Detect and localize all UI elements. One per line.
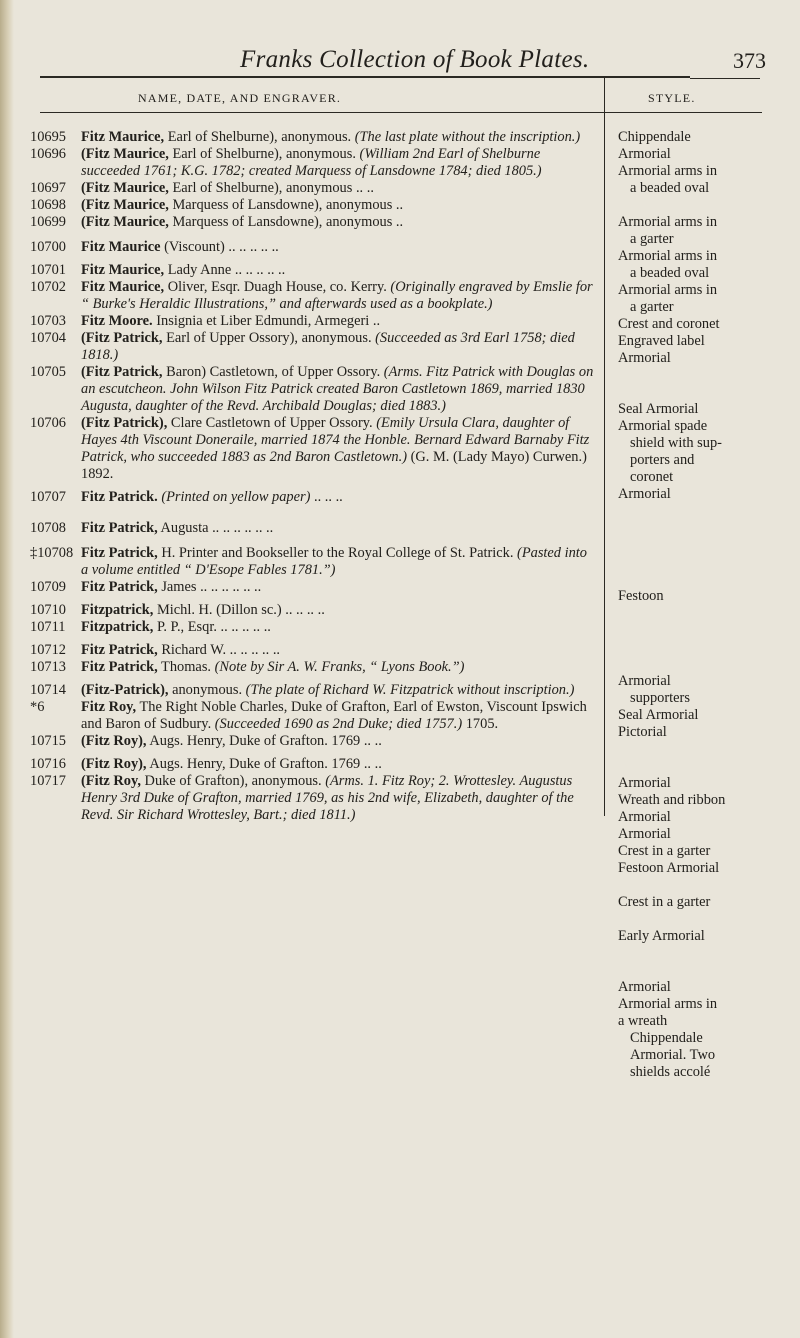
entry-number: 10710 [30,602,66,618]
entry-text: Lady Anne .. .. .. .. .. [164,262,286,278]
style-line: Wreath and ribbon [618,792,726,808]
style-line: Armorial [618,809,671,825]
style-line: a wreath [618,1013,668,1029]
style-line: Armorial [618,826,671,842]
entry-number: 10717 [30,773,66,789]
style-line: Crest in a garter [618,843,711,859]
catalogue-entry [0,619,604,636]
entry-text: Marquess of Lansdowne), anonymous .. [168,214,404,230]
style-line: Armorial arms in [618,282,718,298]
style-line [618,605,798,622]
entry-number: 10708 [30,520,66,536]
entry-text: James .. .. .. .. .. .. [157,579,262,595]
catalogue-entry [0,699,604,733]
entry-number: 10709 [30,579,66,595]
style-line [618,656,798,673]
entry-text: Insignia et Liber Edmundi, Armegeri .. [152,313,381,329]
style-line: a garter [630,299,674,315]
entry-text: Clare Castletown of Upper Ossory. [167,415,373,431]
entry-name: (Fitz Patrick), [81,415,168,431]
entry-name: Fitz Patrick. [81,489,158,505]
entry-note: (Originally engraved by Emslie for “ Burke's Heraldic Illustrations,” and afterwards used as a bookplate.) [81,279,593,312]
catalogue-entry [0,489,604,506]
catalogue-entry [0,756,604,773]
entry-text: Augusta .. .. .. .. .. .. [157,520,274,536]
entry-number: 10704 [30,330,66,346]
catalogue-entry [0,773,604,824]
entry-note: (Printed on yellow paper) [157,489,311,505]
entry-note: (Arms. 1. Fitz Roy; 2. Wrottesley. Augustus Henry 3rd Duke of Grafton, married 1769, as his 2nd wife, Elizabeth, daughter of the Revd. Sir Richard Wrottesley, Bart.; died 1811.) [81,773,574,823]
style-line: Chippendale [618,129,691,145]
top-rule-right [690,78,760,79]
style-line [618,554,798,571]
entry-text: Earl of Upper Ossory), anonymous. [162,330,372,346]
entry-name: Fitz Maurice, [81,129,165,145]
entry-name: (Fitz Maurice, [81,197,169,213]
style-line: Armorial. Two [630,1047,716,1063]
catalogue-entry [0,313,604,330]
entry-name: Fitz Patrick, [81,642,158,658]
style-line: Armorial spade [618,418,708,434]
style-line [618,367,798,384]
style-line: Festoon [618,588,664,604]
entry-name: Fitz Patrick, [81,520,158,536]
style-line: Seal Armorial [618,707,699,723]
entry-tail: (G. M. (Lady Mayo) Curwen.) 1892. [81,449,587,482]
style-line [618,877,798,894]
catalogue-entry [0,602,604,619]
top-rule [40,76,690,78]
catalogue-entry [0,659,604,676]
entry-number: 10715 [30,733,66,749]
style-line [618,639,798,656]
style-line: Armorial [618,350,671,366]
entry-number: 10697 [30,180,66,196]
entry-note: (Succeeded as 3rd Earl 1758; died 1818.) [81,330,575,363]
style-line: Armorial [618,486,671,502]
entry-number: ‡10708 [30,545,74,561]
column-header-name: NAME, DATE, AND ENGRAVER. [138,91,342,105]
style-line: Armorial arms in [618,163,718,179]
style-line: Armorial [618,146,671,162]
column-divider [604,76,605,816]
style-line: a garter [630,231,674,247]
style-line: Armorial arms in [618,248,718,264]
entry-number: 10698 [30,197,66,213]
entry-name: Fitz Maurice, [81,279,165,295]
entry-name: Fitz Patrick, [81,579,158,595]
style-line [618,197,798,214]
entry-text: Duke of Grafton), anonymous. [140,773,322,789]
style-line [618,741,798,758]
style-line: porters and [630,452,695,468]
entry-note: (The last plate without the inscription.) [351,129,581,145]
catalogue-entry [0,180,604,197]
catalogue-entry [0,330,604,364]
entry-tail: 1705. [462,716,499,732]
style-line: Crest and coronet [618,316,720,332]
style-line [618,945,798,962]
entry-text: Marquess of Lansdowne), anonymous .. [168,197,404,213]
style-line [618,962,798,979]
entry-text: Baron) Castletown, of Upper Ossory. [162,364,381,380]
entry-name: (Fitz Patrick, [81,364,163,380]
entry-note: (Arms. Fitz Patrick with Douglas on an escutcheon. John Wilson Fitz Patrick created Baron Castletown 1869, married 1830 Augusta, daughter of the Revd. Archibald Douglas; died 1883.) [81,364,594,414]
entry-number: *6 [30,699,45,715]
catalogue-entry [0,146,604,180]
catalogue-entry [0,214,604,231]
running-title: Franks Collection of Book Plates. [240,46,590,73]
entry-text: H. Printer and Bookseller to the Royal College of St. Patrick. [157,545,514,561]
style-line: coronet [630,469,674,485]
entry-text: anonymous. [168,682,243,698]
entry-text: Richard W. .. .. .. .. .. [157,642,281,658]
entry-note: (Succeeded 1690 as 2nd Duke; died 1757.) [211,716,463,732]
entry-number: 10703 [30,313,66,329]
style-line: supporters [630,690,690,706]
catalogue-entry [0,579,604,596]
style-line: Pictorial [618,724,667,740]
style-line: Festoon Armorial [618,860,720,876]
style-line: a beaded oval [630,265,710,281]
style-line [618,622,798,639]
column-header-style: STYLE. [648,91,696,105]
entry-note: (Note by Sir A. W. Franks, “ Lyons Book.”) [211,659,465,675]
style-line [618,384,798,401]
entry-tail: .. .. .. [310,489,343,505]
entry-text: Earl of Shelburne), anonymous. [164,129,352,145]
entry-number: 10702 [30,279,66,295]
style-line: Armorial arms in [618,214,718,230]
style-line: Engraved label [618,333,705,349]
entry-note: (The plate of Richard W. Fitzpatrick without inscription.) [242,682,575,698]
entry-number: 10701 [30,262,66,278]
entry-name: Fitz Maurice, [81,262,165,278]
page-number: 373 [733,48,766,73]
entry-text: Earl of Shelburne), anonymous .. .. [168,180,374,196]
catalogue-entry [0,129,604,146]
entry-number: 10705 [30,364,66,380]
entry-name: (Fitz Maurice, [81,180,169,196]
entry-text: Michl. H. (Dillon sc.) .. .. .. .. [153,602,325,618]
style-line: Armorial [618,979,671,995]
style-line [618,758,798,775]
catalogue-entry [0,682,604,699]
catalogue-entry [0,239,604,256]
entry-text: The Right Noble Charles, Duke of Grafton, Earl of Ewston, Viscount Ipswich and Baron of Sudbury. [81,699,587,732]
entry-text: Augs. Henry, Duke of Grafton. 1769 .. .. [146,733,382,749]
entry-text: Thomas. [157,659,212,675]
entry-number: 10700 [30,239,66,255]
entry-name: (Fitz Maurice, [81,214,169,230]
entry-text: Earl of Shelburne), anonymous. [168,146,356,162]
catalogue-entry [0,262,604,279]
catalogue-entry [0,545,604,579]
style-line [618,537,798,554]
entry-name: Fitzpatrick, [81,619,154,635]
style-line: Crest in a garter [618,894,711,910]
entry-name: (Fitz Roy, [81,773,141,789]
entry-name: Fitz Roy, [81,699,137,715]
entry-name: Fitz Patrick, [81,659,158,675]
catalogue-entry [0,642,604,659]
style-line: a beaded oval [630,180,710,196]
entry-note: (Pasted into a volume entitled “ D'Esope Fables 1781.”) [81,545,587,578]
style-line: Armorial [618,775,671,791]
entry-name: (Fitz Roy), [81,756,147,772]
entry-text: P. P., Esqr. .. .. .. .. .. [153,619,271,635]
entry-number: 10716 [30,756,66,772]
style-line: Early Armorial [618,928,705,944]
entry-name: Fitz Patrick, [81,545,158,561]
catalogue-entry [0,364,604,415]
entry-note: (William 2nd Earl of Shelburne succeeded 1761; K.G. 1782; created Marquess of Lansdowne 1784; died 1805.) [81,146,542,179]
entry-name: Fitz Maurice [81,239,161,255]
entry-number: 10696 [30,146,66,162]
entry-name: (Fitz Roy), [81,733,147,749]
catalogue-entry [0,415,604,483]
entry-name: Fitzpatrick, [81,602,154,618]
entry-number: 10712 [30,642,66,658]
catalogue-entry [0,279,604,313]
catalogue-entry [0,520,604,537]
style-line [618,503,798,520]
entry-number: 10695 [30,129,66,145]
entry-text: (Viscount) .. .. .. .. .. [160,239,279,255]
entry-name: (Fitz Maurice, [81,146,169,162]
entry-number: 10714 [30,682,66,698]
style-line [618,520,798,537]
entry-name: (Fitz Patrick, [81,330,163,346]
style-line: Chippendale [630,1030,703,1046]
header-rule [40,112,762,113]
entry-number: 10707 [30,489,66,505]
style-line: Seal Armorial [618,401,699,417]
entry-number: 10713 [30,659,66,675]
style-line: Armorial arms in [618,996,718,1012]
entries-column [0,123,604,824]
entry-note: (Emily Ursula Clara, daughter of Hayes 4th Viscount Doneraile, married 1874 the Honble. Bernard Edward Barnaby Fitz Patrick, who succeeded 1883 as 2nd Baron Castletown.) [81,415,590,465]
style-line: shield with sup- [630,435,722,451]
entry-number: 10699 [30,214,66,230]
styles-column [618,123,798,1081]
style-line [618,571,798,588]
catalogue-entry [0,197,604,214]
entry-number: 10711 [30,619,66,635]
style-line: shields accolé [630,1064,711,1080]
style-line [618,911,798,928]
entry-number: 10706 [30,415,66,431]
entry-text: Augs. Henry, Duke of Grafton. 1769 .. .. [146,756,382,772]
style-line: Armorial [618,673,671,689]
catalogue-entry [0,733,604,750]
entry-text: Oliver, Esqr. Duagh House, co. Kerry. [164,279,387,295]
entry-name: (Fitz-Patrick), [81,682,169,698]
entry-name: Fitz Moore. [81,313,153,329]
